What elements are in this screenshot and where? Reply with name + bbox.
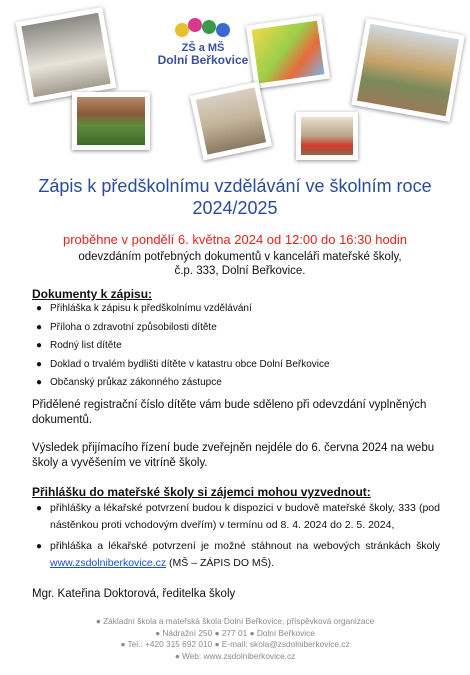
enrollment-date: proběhne v pondělí 6. května 2024 od 12:00 do 16:30 hodin	[62, 232, 408, 247]
photo-playground	[351, 18, 465, 122]
list-item: ● Občanský průkaz zákonného zástupce	[32, 374, 330, 393]
footer	[0, 616, 470, 662]
photo-drawing	[246, 15, 330, 89]
bullet-icon: ●	[36, 541, 43, 552]
page-title: Zápis k předškolnímu vzdělávání ve školním roce 2024/2025	[38, 176, 432, 218]
photo-dining-room	[296, 112, 358, 160]
results-note: Výsledek přijímacího řízení bude zveřejněn nejdéle do 6. června 2024 na webu školy a vyvěšením ve vitríně školy.	[32, 442, 435, 469]
bullet-icon: ●	[36, 321, 43, 333]
documents-heading: Dokumenty k zápisu:	[32, 287, 153, 301]
application-list	[32, 500, 440, 576]
photo-collage	[0, 0, 470, 168]
registration-note: Přidělené registrační číslo dítěte vám bude sděleno při odevzdání vyplněných dokumentů.	[32, 399, 427, 426]
list-item: ● Doklad o trvalém bydlišti dítěte v katastru obce Dolní Beřkovice	[32, 356, 330, 375]
bullet-icon: ●	[36, 503, 43, 514]
bullet-icon: ●	[36, 340, 43, 352]
footer-web: ● Web: www.zsdolniberkovice.cz	[174, 650, 296, 661]
bullet-icon: ●	[36, 303, 43, 314]
bullet-icon: ●	[36, 377, 43, 389]
school-website-link[interactable]: www.zsdolniberkovice.cz	[50, 557, 167, 569]
list-item: ● přihláška a lékařské potvrzení je možné stáhnout na webových stránkách školy www.zsdolniberkovice.cz (MŠ – ZÁPIS DO MŠ).	[36, 540, 440, 569]
hands-logo-icon	[168, 14, 238, 42]
signature: Mgr. Kateřina Doktorová, ředitelka školy	[32, 588, 236, 600]
logo-text-line2: Dolní Beřkovice	[157, 53, 249, 67]
footer-contact: ● Tel.: +420 315 692 010 ● E-mail: skola@zsdolniberkovice.cz	[120, 639, 350, 650]
school-logo	[157, 14, 249, 76]
photo-classroom-toys	[190, 81, 272, 160]
footer-organization: ● Základní škola a mateřská škola Dolní Beřkovice, příspěvková organizace	[95, 616, 375, 626]
photo-school-entrance	[16, 7, 117, 103]
enrollment-location: odevzdáním potřebných dokumentů v kanceláři mateřské školy, č.p. 333, Dolní Beřkovice.	[78, 251, 402, 277]
list-item: ● Příloha o zdravotní způsobilosti dítěte	[32, 319, 330, 338]
list-item: ● přihlášky a lékařské potvrzení budou k dispozici v budově mateřské školy, 333 (pod nástěnkou proti vchodovým dveřím) v termínu od 8. 4. 2024 do 2. 5. 2024,	[36, 502, 440, 531]
photo-garden	[72, 92, 150, 150]
list-item: ● Rodný list dítěte	[32, 337, 330, 356]
footer-address: ● Nádražní 250 ● 277 01 ● Dolní Beřkovice	[155, 627, 315, 638]
bullet-icon: ●	[36, 358, 43, 370]
documents-list	[32, 300, 330, 393]
list-item: ● Přihláška k zápisu k předškolnímu vzdělávání	[32, 300, 330, 319]
application-heading: Přihlášku do mateřské školy si zájemci mohou vyzvednout:	[32, 485, 371, 499]
logo-text-line1: ZŠ a MŠ	[181, 42, 225, 54]
